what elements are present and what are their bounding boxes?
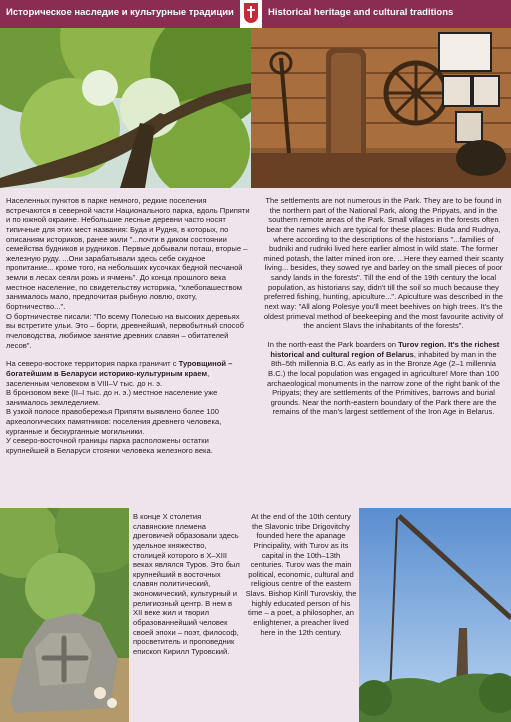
header-title-en: Historical heritage and cultural traditions — [268, 7, 454, 18]
photo-museum-interior — [251, 28, 511, 188]
ru-paragraph: В бронзовом веке (II–I тыс. до н. э.) местное население уже занималось земледелием. — [6, 388, 218, 407]
en-paragraph: At the end of the 10th century the Slavonic tribe Drigovitchy founded here the apanage Principality, with Turov as its capital in the 10th–13th centuries. Turov was the main political, economic, cultural and religious centre of the eastern Slavs. Bishop Kirill Turovskiy, the highly educated person of his time – a poet, a philosopher, an enlightener, a preacher lived here in the 12th century. — [245, 512, 357, 637]
photo-well-sweep — [359, 508, 511, 722]
header-title-ru: Историческое наследие и культурные традиции — [6, 7, 234, 18]
photo-stone-cross — [0, 508, 129, 722]
ru-paragraph: У северо-восточной границы парка расположены остатки крупнейшей в Беларуси стоянки человека железного века. — [6, 436, 213, 456]
en-text-top — [262, 196, 505, 417]
ru-paragraph: Населенных пунктов в парке немного, редкие поселения встречаются в северной части Национального парка, вдоль Припяти и по южной окраине. Небольшие лесные деревни часто носят типичные для этих мест названия: Буда и Рудня, в которых, по описаниям историков, ранее жили "...почти в диком состоянии семейства будников и рудников. Первые добывали поташ, вторые – железную руду. ...Они зарабатывали здесь себе скудное пропитание... кроме того, на небольших кусочках бедной песчаной земли в лесах сеяли рожь и ячмень". До конца прошлого века местное население, по свидетельству историка, "хлебопашеством занималось мало, предпочитая рыбную ловлю, охоту, бортничество...". — [6, 196, 250, 312]
ru-paragraph: В узкой полосе правобережья Припяти выявлено более 100 археологических памятников: поселения древнего человека, курганные и бескурганные могильники. — [6, 407, 222, 436]
coat-of-arms-icon — [240, 0, 262, 28]
photo-tree-canopy — [0, 28, 251, 188]
en-text-bottom — [245, 512, 357, 637]
ru-paragraph-turov: На северо-востоке территория парка граничит с Туровщиной – богатейшим в Беларуси историко-культурным краем, заселенным человеком в VIII–V тыс. до н. э. — [6, 359, 233, 388]
ru-paragraph: О бортничестве писали: "По всему Полесью на высоких деревьях вы встретите ульи. Это – борти, древнейший, первобытный способ пчеловодства, любимое занятие древних славян – обитателей лесов". — [6, 311, 245, 350]
ru-text-top — [6, 196, 250, 456]
ru-paragraph: В конце X столетия славянские племена дреговичей образовали здесь удельное княжество, столицей которого в X–XIII веках являлся Туров. Это был крупнейший в восточных славян политический, экономический, культурный и религиозный центр. В нем в XII веке жил и творил образованнейший человек своей эпохи – поэт, философ, просветитель и проповедник епископ Кирилл Туровский. — [133, 512, 240, 656]
ru-text-bottom — [133, 512, 241, 657]
en-paragraph-turov: In the north-east the Park boarders on Turov region. It's the richest historical and cultural region of Belarus, inhabited by man in the 8th–5th millennia B.C. As early as in the Bronze Age (2–1 millennia B.C.) the local population was engaged in agriculture! More than 100 archaeological monuments in the narrow zone of the right bank of the Pripyats; they are settlements of the Primitives, barrows and burial grounds. Near the north-eastern boundary of the Park there are the remains of the man's largest settlement of the Iron Age in Belarus. — [266, 339, 500, 417]
en-paragraph: The settlements are not numerous in the Park. They are to be found in the northern part of the National Park, along the Pripyats, and in the southern remote areas of the Park. Small villages in the forests often bear the names which are typical for these places: Buda and Rudnya, where according to the descriptions of the historians "...families of budniki and rudniki lived here earlier almost in wild state. The former mined potash, the latter mined iron ore. ...Here they earned their scanty living... besides, they sowed rye and barley on the small pieces of poor sandy lands in the forests". Till the end of the 19th century the local population, as historians say, didn't till the soil so much because they preferred fishing, hunting, apiculture...". Apiculture was described in the next way: "All along Polesye you'll meet beehives on high trees. It's the oldest primeval method of beekeeping and the most favourite activity of the ancient Slavs the inhabitants of the forests". — [263, 196, 504, 331]
